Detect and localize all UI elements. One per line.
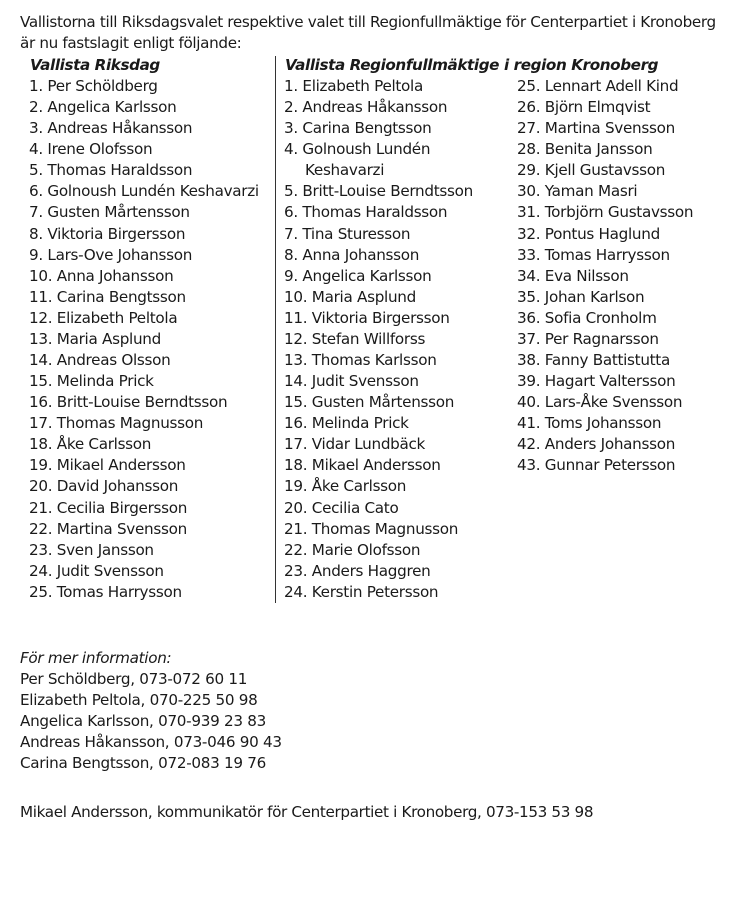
- list-item: 21. Cecilia Birgersson: [29, 498, 188, 517]
- list-item-continuation: Keshavarzi: [305, 161, 385, 180]
- list-item: 25. Lennart Adell Kind: [517, 77, 679, 95]
- list-item: 26. Björn Elmqvist: [517, 98, 651, 117]
- list-item: 11. Carina Bengtsson: [29, 287, 186, 306]
- list-item: 15. Melinda Prick: [29, 372, 154, 391]
- list-item: 12. Stefan Willforss: [284, 329, 426, 348]
- list-item: 43. Gunnar Petersson: [517, 456, 676, 475]
- list-item: 28. Benita Jansson: [517, 140, 653, 159]
- contact-info-title: För mer information:: [20, 649, 172, 667]
- list-item: 15. Gusten Mårtensson: [284, 393, 455, 412]
- list-item: 34. Eva Nilsson: [517, 266, 629, 285]
- list-item: 40. Lars-Åke Svensson: [517, 393, 683, 412]
- contact-line: Carina Bengtsson, 072-083 19 76: [20, 754, 266, 772]
- list-item: 31. Torbjörn Gustavsson: [517, 203, 694, 222]
- list-item: 3. Carina Bengtsson: [284, 119, 432, 138]
- list-item: 11. Viktoria Birgersson: [284, 308, 450, 327]
- list-item: 38. Fanny Battistutta: [517, 351, 670, 370]
- list-item: 4. Irene Olofsson: [29, 140, 153, 159]
- list-item: 7. Tina Sturesson: [284, 224, 411, 243]
- list-item: 6. Thomas Haraldsson: [284, 203, 448, 222]
- list-item: 25. Tomas Harrysson: [29, 582, 182, 601]
- list-item: 17. Thomas Magnusson: [29, 414, 204, 433]
- list-item: 39. Hagart Valtersson: [517, 372, 676, 391]
- list-item: 21. Thomas Magnusson: [284, 519, 459, 538]
- contact-line: Elizabeth Peltola, 070-225 50 98: [20, 691, 258, 709]
- contact-line: Angelica Karlsson, 070-939 23 83: [20, 712, 266, 730]
- list-item: 8. Anna Johansson: [284, 245, 420, 264]
- list-item: 9. Lars-Ove Johansson: [29, 245, 193, 264]
- list-item: 22. Marie Olofsson: [284, 540, 421, 559]
- list-item: 3. Andreas Håkansson: [29, 119, 193, 138]
- region-list-column-1: [284, 76, 473, 603]
- riksdag-list-title: Vallista Riksdag: [30, 56, 160, 74]
- list-item: 23. Sven Jansson: [29, 540, 154, 559]
- list-item: 33. Tomas Harrysson: [517, 245, 670, 264]
- list-item: 18. Åke Carlsson: [29, 435, 152, 454]
- list-item: 2. Angelica Karlsson: [29, 98, 177, 117]
- list-item: 8. Viktoria Birgersson: [29, 224, 186, 243]
- list-item: [284, 139, 473, 181]
- list-item: 19. Mikael Andersson: [29, 456, 186, 475]
- region-list-column-2: [517, 76, 693, 476]
- contact-line: Andreas Håkansson, 073-046 90 43: [20, 733, 282, 751]
- list-item: 10. Anna Johansson: [29, 266, 174, 285]
- list-item: 19. Åke Carlsson: [284, 477, 407, 496]
- list-item: 14. Judit Svensson: [284, 372, 419, 391]
- region-list-title: Vallista Regionfullmäktige i region Kronoberg: [285, 56, 659, 74]
- list-item: 10. Maria Asplund: [284, 287, 416, 306]
- list-item: 30. Yaman Masri: [517, 182, 638, 201]
- list-item-text: 4. Golnoush Lundén: [284, 140, 431, 159]
- list-item: 1. Elizabeth Peltola: [284, 77, 423, 95]
- list-item: 27. Martina Svensson: [517, 119, 675, 138]
- contact-info: [20, 648, 282, 774]
- list-item: 12. Elizabeth Peltola: [29, 308, 178, 327]
- list-item: 42. Anders Johansson: [517, 435, 676, 454]
- list-item: 18. Mikael Andersson: [284, 456, 441, 475]
- intro-paragraph: Vallistorna till Riksdagsvalet respektive valet till Regionfullmäktige för Centerpartiet i Kronoberg är nu fastslagit enligt följande:: [20, 13, 716, 52]
- list-item: 2. Andreas Håkansson: [284, 98, 448, 117]
- list-item: 20. David Johansson: [29, 477, 179, 496]
- list-item: 24. Kerstin Petersson: [284, 582, 439, 601]
- list-item: 16. Melinda Prick: [284, 414, 409, 433]
- list-item: 23. Anders Haggren: [284, 561, 431, 580]
- list-item: 17. Vidar Lundbäck: [284, 435, 426, 454]
- list-item: 37. Per Ragnarsson: [517, 329, 659, 348]
- list-item: 9. Angelica Karlsson: [284, 266, 432, 285]
- list-item: 13. Thomas Karlsson: [284, 351, 437, 370]
- list-item: 6. Golnoush Lundén Keshavarzi: [29, 182, 259, 201]
- list-item: 13. Maria Asplund: [29, 329, 161, 348]
- list-item: 14. Andreas Olsson: [29, 351, 171, 370]
- list-item: 32. Pontus Haglund: [517, 224, 660, 243]
- list-item: 29. Kjell Gustavsson: [517, 161, 666, 180]
- list-item: 5. Britt-Louise Berndtsson: [284, 182, 473, 201]
- list-item: 7. Gusten Mårtensson: [29, 203, 190, 222]
- list-item: 1. Per Schöldberg: [29, 77, 158, 95]
- list-item: 16. Britt-Louise Berndtsson: [29, 393, 228, 412]
- list-item: 41. Toms Johansson: [517, 414, 662, 433]
- communicator-contact: Mikael Andersson, kommunikatör för Centerpartiet i Kronoberg, 073-153 53 98: [20, 803, 594, 821]
- list-item: 35. Johan Karlson: [517, 287, 645, 306]
- list-item: 36. Sofia Cronholm: [517, 308, 657, 327]
- list-item: 5. Thomas Haraldsson: [29, 161, 193, 180]
- contact-line: Per Schöldberg, 073-072 60 11: [20, 670, 248, 688]
- list-item: 20. Cecilia Cato: [284, 498, 399, 517]
- list-item: 22. Martina Svensson: [29, 519, 187, 538]
- list-item: 24. Judit Svensson: [29, 561, 164, 580]
- column-divider: [275, 56, 276, 603]
- riksdag-list: [29, 76, 259, 603]
